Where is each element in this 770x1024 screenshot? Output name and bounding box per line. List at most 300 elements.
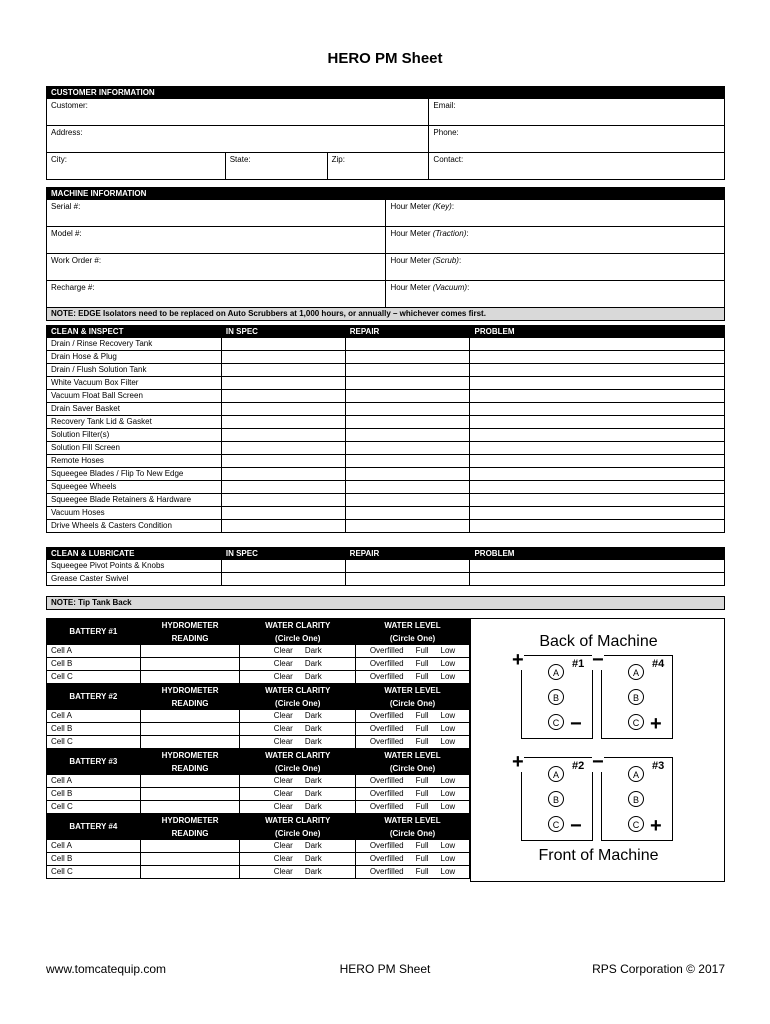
problem-cell[interactable] — [470, 494, 725, 507]
water-level-options — [356, 840, 470, 853]
inspect-header-1: IN SPEC — [221, 326, 345, 338]
battery-header-row — [47, 684, 470, 697]
clarity-option-clear[interactable]: Clear — [273, 711, 293, 720]
level-option-full[interactable]: Full — [415, 711, 429, 720]
level-option-overfilled[interactable]: Overfilled — [369, 776, 404, 785]
level-option-overfilled[interactable]: Overfilled — [369, 659, 404, 668]
customer-info-header: CUSTOMER INFORMATION — [47, 87, 725, 99]
level-option-low[interactable]: Low — [440, 711, 456, 720]
inspect-header-2: REPAIR — [345, 326, 470, 338]
repair-cell[interactable] — [345, 338, 470, 351]
problem-cell[interactable] — [470, 573, 725, 586]
water-clarity-options — [240, 866, 356, 879]
terminal-b-icon: B — [628, 791, 644, 807]
clarity-option-dark[interactable]: Dark — [304, 854, 322, 863]
colon: : — [451, 202, 455, 211]
work-order-field[interactable]: Work Order #: — [47, 254, 386, 281]
lubricate-item-label: Squeegee Pivot Points & Knobs — [47, 560, 222, 573]
level-option-low[interactable]: Low — [440, 724, 456, 733]
in-spec-cell[interactable] — [221, 338, 345, 351]
level-option-full[interactable]: Full — [415, 841, 429, 850]
machine-info-header: MACHINE INFORMATION — [47, 188, 725, 200]
hour-meter-traction-field[interactable] — [386, 227, 725, 254]
colon: : — [466, 229, 469, 238]
water-clarity-header: WATER CLARITY — [240, 619, 356, 632]
table-row — [47, 853, 470, 866]
cell-label: Cell C — [47, 801, 141, 814]
cell-label: Cell C — [47, 866, 141, 879]
water-clarity-options — [240, 736, 356, 749]
water-clarity-options — [240, 645, 356, 658]
water-clarity-options — [240, 853, 356, 866]
battery-box — [592, 751, 673, 841]
front-of-machine-label: Front of Machine — [538, 847, 659, 864]
battery-box — [592, 649, 673, 739]
battery-box — [512, 751, 593, 841]
hour-meter-type: (Traction) — [432, 229, 467, 238]
hour-meter-label: Hour Meter — [390, 229, 431, 238]
in-spec-cell[interactable] — [221, 468, 345, 481]
level-option-overfilled[interactable]: Overfilled — [369, 737, 404, 746]
hydrometer-subheader: READING — [140, 632, 240, 645]
hydrometer-reading-cell[interactable] — [140, 710, 240, 723]
problem-cell[interactable] — [470, 520, 725, 533]
water-clarity-options — [240, 840, 356, 853]
table-row — [47, 671, 470, 684]
hydrometer-header: HYDROMETER — [140, 619, 240, 632]
table-row — [47, 573, 725, 586]
level-option-overfilled[interactable]: Overfilled — [369, 854, 404, 863]
level-option-low[interactable]: Low — [440, 867, 456, 876]
table-row — [47, 338, 725, 351]
table-row — [47, 481, 725, 494]
model-field[interactable]: Model #: — [47, 227, 386, 254]
level-option-full[interactable]: Full — [415, 672, 429, 681]
lubricate-header-0: CLEAN & LUBRICATE — [47, 548, 222, 560]
water-clarity-options — [240, 801, 356, 814]
circle-one-note: (Circle One) — [356, 697, 470, 710]
hydrometer-reading-cell[interactable] — [140, 866, 240, 879]
repair-cell[interactable] — [345, 507, 470, 520]
back-of-machine-label: Back of Machine — [539, 633, 658, 650]
edge-isolators-note: NOTE: EDGE Isolators need to be replaced on Auto Scrubbers at 1,000 hours, or annually – whichever comes first. — [47, 308, 725, 321]
inspect-item-label: Squeegee Wheels — [47, 481, 222, 494]
cell-label: Cell A — [47, 840, 141, 853]
email-field[interactable]: Email: — [429, 99, 725, 126]
city-field[interactable]: City: — [47, 153, 226, 180]
recharge-field[interactable]: Recharge #: — [47, 281, 386, 308]
hydrometer-header: HYDROMETER — [140, 749, 240, 762]
level-option-low[interactable]: Low — [440, 659, 456, 668]
table-row — [47, 468, 725, 481]
problem-cell[interactable] — [470, 403, 725, 416]
minus-terminal-icon: − — [592, 649, 604, 671]
level-option-overfilled[interactable]: Overfilled — [369, 867, 404, 876]
water-level-options — [356, 866, 470, 879]
inspect-item-label: Drain Saver Basket — [47, 403, 222, 416]
repair-cell[interactable] — [345, 377, 470, 390]
customer-info-table — [46, 86, 725, 180]
table-row — [47, 840, 470, 853]
cell-label: Cell C — [47, 671, 141, 684]
clarity-option-dark[interactable]: Dark — [304, 776, 322, 785]
water-clarity-header: WATER CLARITY — [240, 749, 356, 762]
level-option-low[interactable]: Low — [440, 854, 456, 863]
hour-meter-label: Hour Meter — [390, 202, 431, 211]
terminal-c-icon: C — [548, 714, 564, 730]
battery-label: BATTERY #2 — [47, 684, 141, 710]
cell-label: Cell A — [47, 645, 141, 658]
battery-label: BATTERY #4 — [47, 814, 141, 840]
water-clarity-options — [240, 710, 356, 723]
serial-field[interactable]: Serial #: — [47, 200, 386, 227]
cell-label: Cell B — [47, 853, 141, 866]
hydrometer-reading-cell[interactable] — [140, 775, 240, 788]
clarity-option-dark[interactable]: Dark — [304, 711, 322, 720]
clarity-option-dark[interactable]: Dark — [304, 672, 322, 681]
level-option-low[interactable]: Low — [440, 672, 456, 681]
water-level-header: WATER LEVEL — [356, 749, 470, 762]
in-spec-cell[interactable] — [221, 364, 345, 377]
terminal-c-icon: C — [548, 816, 564, 832]
hydrometer-subheader: READING — [140, 762, 240, 775]
level-option-low[interactable]: Low — [440, 737, 456, 746]
water-level-options — [356, 788, 470, 801]
inspect-item-label: Drive Wheels & Casters Condition — [47, 520, 222, 533]
clarity-option-dark[interactable]: Dark — [304, 646, 322, 655]
problem-cell[interactable] — [470, 507, 725, 520]
level-option-overfilled[interactable]: Overfilled — [369, 672, 404, 681]
battery-header-row — [47, 814, 470, 827]
footer-copyright: RPS Corporation © 2017 — [592, 962, 725, 976]
problem-cell[interactable] — [470, 455, 725, 468]
in-spec-cell[interactable] — [221, 390, 345, 403]
clarity-option-clear[interactable]: Clear — [273, 867, 293, 876]
table-row — [47, 351, 725, 364]
water-level-options — [356, 801, 470, 814]
battery-number: #1 — [572, 658, 585, 670]
clarity-option-clear[interactable]: Clear — [273, 789, 293, 798]
level-option-full[interactable]: Full — [415, 724, 429, 733]
inspect-item-label: Vacuum Float Ball Screen — [47, 390, 222, 403]
colon: : — [458, 256, 462, 265]
machine-info-table — [46, 187, 725, 321]
state-field[interactable]: State: — [225, 153, 327, 180]
tip-note-table — [46, 596, 725, 610]
table-row — [47, 801, 470, 814]
repair-cell[interactable] — [345, 573, 470, 586]
clarity-option-dark[interactable]: Dark — [304, 659, 322, 668]
table-row — [47, 429, 725, 442]
repair-cell[interactable] — [345, 455, 470, 468]
level-option-overfilled[interactable]: Overfilled — [369, 789, 404, 798]
level-option-full[interactable]: Full — [415, 659, 429, 668]
problem-cell[interactable] — [470, 377, 725, 390]
level-option-overfilled[interactable]: Overfilled — [369, 841, 404, 850]
inspect-item-label: Drain / Rinse Recovery Tank — [47, 338, 222, 351]
water-level-options — [356, 671, 470, 684]
clarity-option-clear[interactable]: Clear — [273, 724, 293, 733]
hour-meter-type: (Key) — [432, 202, 452, 211]
water-clarity-options — [240, 723, 356, 736]
hydrometer-reading-cell[interactable] — [140, 788, 240, 801]
level-option-low[interactable]: Low — [440, 646, 456, 655]
clean-inspect-table — [46, 325, 725, 533]
hydrometer-reading-cell[interactable] — [140, 671, 240, 684]
repair-cell[interactable] — [345, 364, 470, 377]
contact-field[interactable]: Contact: — [429, 153, 725, 180]
inspect-item-label: Drain Hose & Plug — [47, 351, 222, 364]
phone-field[interactable]: Phone: — [429, 126, 725, 153]
circle-one-note: (Circle One) — [356, 827, 470, 840]
repair-cell[interactable] — [345, 481, 470, 494]
water-level-header: WATER LEVEL — [356, 619, 470, 632]
inspect-item-label: Solution Filter(s) — [47, 429, 222, 442]
clarity-option-clear[interactable]: Clear — [273, 776, 293, 785]
battery-label: BATTERY #1 — [47, 619, 141, 645]
in-spec-cell[interactable] — [221, 494, 345, 507]
problem-cell[interactable] — [470, 338, 725, 351]
level-option-overfilled[interactable]: Overfilled — [369, 724, 404, 733]
terminal-a-icon: A — [628, 766, 644, 782]
problem-cell[interactable] — [470, 560, 725, 573]
water-clarity-options — [240, 658, 356, 671]
problem-cell[interactable] — [470, 468, 725, 481]
table-row — [47, 494, 725, 507]
table-row — [47, 520, 725, 533]
clarity-option-dark[interactable]: Dark — [304, 867, 322, 876]
lubricate-header-1: IN SPEC — [221, 548, 345, 560]
in-spec-cell[interactable] — [221, 429, 345, 442]
water-level-options — [356, 853, 470, 866]
level-option-low[interactable]: Low — [440, 776, 456, 785]
footer-website: www.tomcatequip.com — [46, 962, 167, 976]
table-row — [47, 416, 725, 429]
terminal-c-icon: C — [628, 816, 644, 832]
circle-one-note: (Circle One) — [240, 762, 356, 775]
hour-meter-vacuum-field[interactable] — [386, 281, 725, 308]
in-spec-cell[interactable] — [221, 403, 345, 416]
hydrometer-header: HYDROMETER — [140, 814, 240, 827]
plus-terminal-icon: + — [512, 751, 524, 773]
water-clarity-options — [240, 788, 356, 801]
inspect-item-label: Remote Hoses — [47, 455, 222, 468]
level-option-low[interactable]: Low — [440, 789, 456, 798]
problem-cell[interactable] — [470, 390, 725, 403]
clarity-option-clear[interactable]: Clear — [273, 802, 293, 811]
in-spec-cell[interactable] — [221, 560, 345, 573]
repair-cell[interactable] — [345, 442, 470, 455]
hour-meter-label: Hour Meter — [390, 283, 431, 292]
clarity-option-dark[interactable]: Dark — [304, 802, 322, 811]
clarity-option-dark[interactable]: Dark — [304, 841, 322, 850]
hydrometer-reading-cell[interactable] — [140, 723, 240, 736]
minus-terminal-icon: − — [592, 751, 604, 773]
terminal-b-icon: B — [548, 689, 564, 705]
cell-label: Cell B — [47, 723, 141, 736]
hydrometer-reading-cell[interactable] — [140, 801, 240, 814]
clarity-option-clear[interactable]: Clear — [273, 737, 293, 746]
level-option-full[interactable]: Full — [415, 854, 429, 863]
table-row — [47, 710, 470, 723]
table-row — [47, 403, 725, 416]
level-option-full[interactable]: Full — [415, 802, 429, 811]
hour-meter-scrub-field[interactable] — [386, 254, 725, 281]
circle-one-note: (Circle One) — [356, 762, 470, 775]
in-spec-cell[interactable] — [221, 442, 345, 455]
problem-cell[interactable] — [470, 481, 725, 494]
cell-label: Cell B — [47, 788, 141, 801]
cell-label: Cell B — [47, 658, 141, 671]
problem-cell[interactable] — [470, 429, 725, 442]
hydrometer-subheader: READING — [140, 827, 240, 840]
problem-cell[interactable] — [470, 416, 725, 429]
clarity-option-dark[interactable]: Dark — [304, 724, 322, 733]
table-row — [47, 364, 725, 377]
water-level-header: WATER LEVEL — [356, 684, 470, 697]
terminal-a-icon: A — [548, 664, 564, 680]
clean-lubricate-table — [46, 547, 725, 586]
table-row — [47, 775, 470, 788]
address-field[interactable]: Address: — [47, 126, 429, 153]
clarity-option-clear[interactable]: Clear — [273, 659, 293, 668]
in-spec-cell[interactable] — [221, 481, 345, 494]
repair-cell[interactable] — [345, 468, 470, 481]
water-level-options — [356, 736, 470, 749]
battery-number: #3 — [652, 760, 665, 772]
repair-cell[interactable] — [345, 351, 470, 364]
level-option-overfilled[interactable]: Overfilled — [369, 802, 404, 811]
plus-terminal-icon: + — [512, 649, 524, 671]
inspect-header-0: CLEAN & INSPECT — [47, 326, 222, 338]
in-spec-cell[interactable] — [221, 520, 345, 533]
problem-cell[interactable] — [470, 351, 725, 364]
zip-field[interactable]: Zip: — [327, 153, 429, 180]
water-level-options — [356, 658, 470, 671]
level-option-full[interactable]: Full — [415, 646, 429, 655]
battery-label: BATTERY #3 — [47, 749, 141, 775]
inspect-item-label: White Vacuum Box Filter — [47, 377, 222, 390]
battery-number: #2 — [572, 760, 585, 772]
clarity-option-clear[interactable]: Clear — [273, 672, 293, 681]
in-spec-cell[interactable] — [221, 573, 345, 586]
lubricate-header-3: PROBLEM — [470, 548, 725, 560]
inspect-header-3: PROBLEM — [470, 326, 725, 338]
hour-meter-label: Hour Meter — [390, 256, 431, 265]
in-spec-cell[interactable] — [221, 377, 345, 390]
circle-one-note: (Circle One) — [240, 632, 356, 645]
level-option-full[interactable]: Full — [415, 789, 429, 798]
water-level-options — [356, 645, 470, 658]
battery-header-row — [47, 749, 470, 762]
table-row — [47, 645, 470, 658]
lubricate-item-label: Grease Caster Swivel — [47, 573, 222, 586]
repair-cell[interactable] — [345, 560, 470, 573]
level-option-low[interactable]: Low — [440, 802, 456, 811]
in-spec-cell[interactable] — [221, 351, 345, 364]
table-row — [47, 377, 725, 390]
battery-diagram — [470, 618, 725, 882]
repair-cell[interactable] — [345, 390, 470, 403]
level-option-full[interactable]: Full — [415, 737, 429, 746]
table-row — [47, 788, 470, 801]
problem-cell[interactable] — [470, 442, 725, 455]
page-title: HERO PM Sheet — [327, 50, 443, 67]
tip-tank-note: NOTE: Tip Tank Back — [47, 597, 725, 610]
repair-cell[interactable] — [345, 520, 470, 533]
hydrometer-reading-cell[interactable] — [140, 658, 240, 671]
table-row — [47, 658, 470, 671]
inspect-item-label: Vacuum Hoses — [47, 507, 222, 520]
problem-cell[interactable] — [470, 364, 725, 377]
lubricate-header-2: REPAIR — [345, 548, 470, 560]
clarity-option-dark[interactable]: Dark — [304, 737, 322, 746]
cell-label: Cell A — [47, 710, 141, 723]
minus-terminal-icon: − — [570, 713, 582, 735]
cell-label: Cell C — [47, 736, 141, 749]
hour-meter-type: (Vacuum) — [432, 283, 468, 292]
circle-one-note: (Circle One) — [356, 632, 470, 645]
table-row — [47, 866, 470, 879]
hour-meter-key-field[interactable] — [386, 200, 725, 227]
table-row — [47, 736, 470, 749]
hydrometer-reading-cell[interactable] — [140, 840, 240, 853]
level-option-low[interactable]: Low — [440, 841, 456, 850]
level-option-full[interactable]: Full — [415, 776, 429, 785]
terminal-b-icon: B — [548, 791, 564, 807]
level-option-overfilled[interactable]: Overfilled — [369, 646, 404, 655]
in-spec-cell[interactable] — [221, 455, 345, 468]
water-level-options — [356, 723, 470, 736]
level-option-overfilled[interactable]: Overfilled — [369, 711, 404, 720]
hour-meter-type: (Scrub) — [432, 256, 459, 265]
in-spec-cell[interactable] — [221, 507, 345, 520]
water-clarity-options — [240, 671, 356, 684]
clarity-option-clear[interactable]: Clear — [273, 854, 293, 863]
terminal-a-icon: A — [548, 766, 564, 782]
hydrometer-subheader: READING — [140, 697, 240, 710]
minus-terminal-icon: − — [570, 815, 582, 837]
water-clarity-header: WATER CLARITY — [240, 814, 356, 827]
hydrometer-reading-cell[interactable] — [140, 645, 240, 658]
table-row — [47, 442, 725, 455]
in-spec-cell[interactable] — [221, 416, 345, 429]
water-level-header: WATER LEVEL — [356, 814, 470, 827]
repair-cell[interactable] — [345, 429, 470, 442]
repair-cell[interactable] — [345, 403, 470, 416]
table-row — [47, 560, 725, 573]
inspect-item-label: Drain / Flush Solution Tank — [47, 364, 222, 377]
level-option-full[interactable]: Full — [415, 867, 429, 876]
plus-terminal-icon: + — [650, 713, 662, 735]
water-clarity-options — [240, 775, 356, 788]
repair-cell[interactable] — [345, 494, 470, 507]
footer-title: HERO PM Sheet — [339, 962, 431, 976]
clarity-option-clear[interactable]: Clear — [273, 646, 293, 655]
hydrometer-reading-cell[interactable] — [140, 736, 240, 749]
clarity-option-dark[interactable]: Dark — [304, 789, 322, 798]
hydrometer-reading-cell[interactable] — [140, 853, 240, 866]
customer-field[interactable]: Customer: — [47, 99, 429, 126]
circle-one-note: (Circle One) — [240, 827, 356, 840]
table-row — [47, 507, 725, 520]
clarity-option-clear[interactable]: Clear — [273, 841, 293, 850]
table-row — [47, 455, 725, 468]
terminal-c-icon: C — [628, 714, 644, 730]
repair-cell[interactable] — [345, 416, 470, 429]
inspect-item-label: Solution Fill Screen — [47, 442, 222, 455]
table-row — [47, 723, 470, 736]
